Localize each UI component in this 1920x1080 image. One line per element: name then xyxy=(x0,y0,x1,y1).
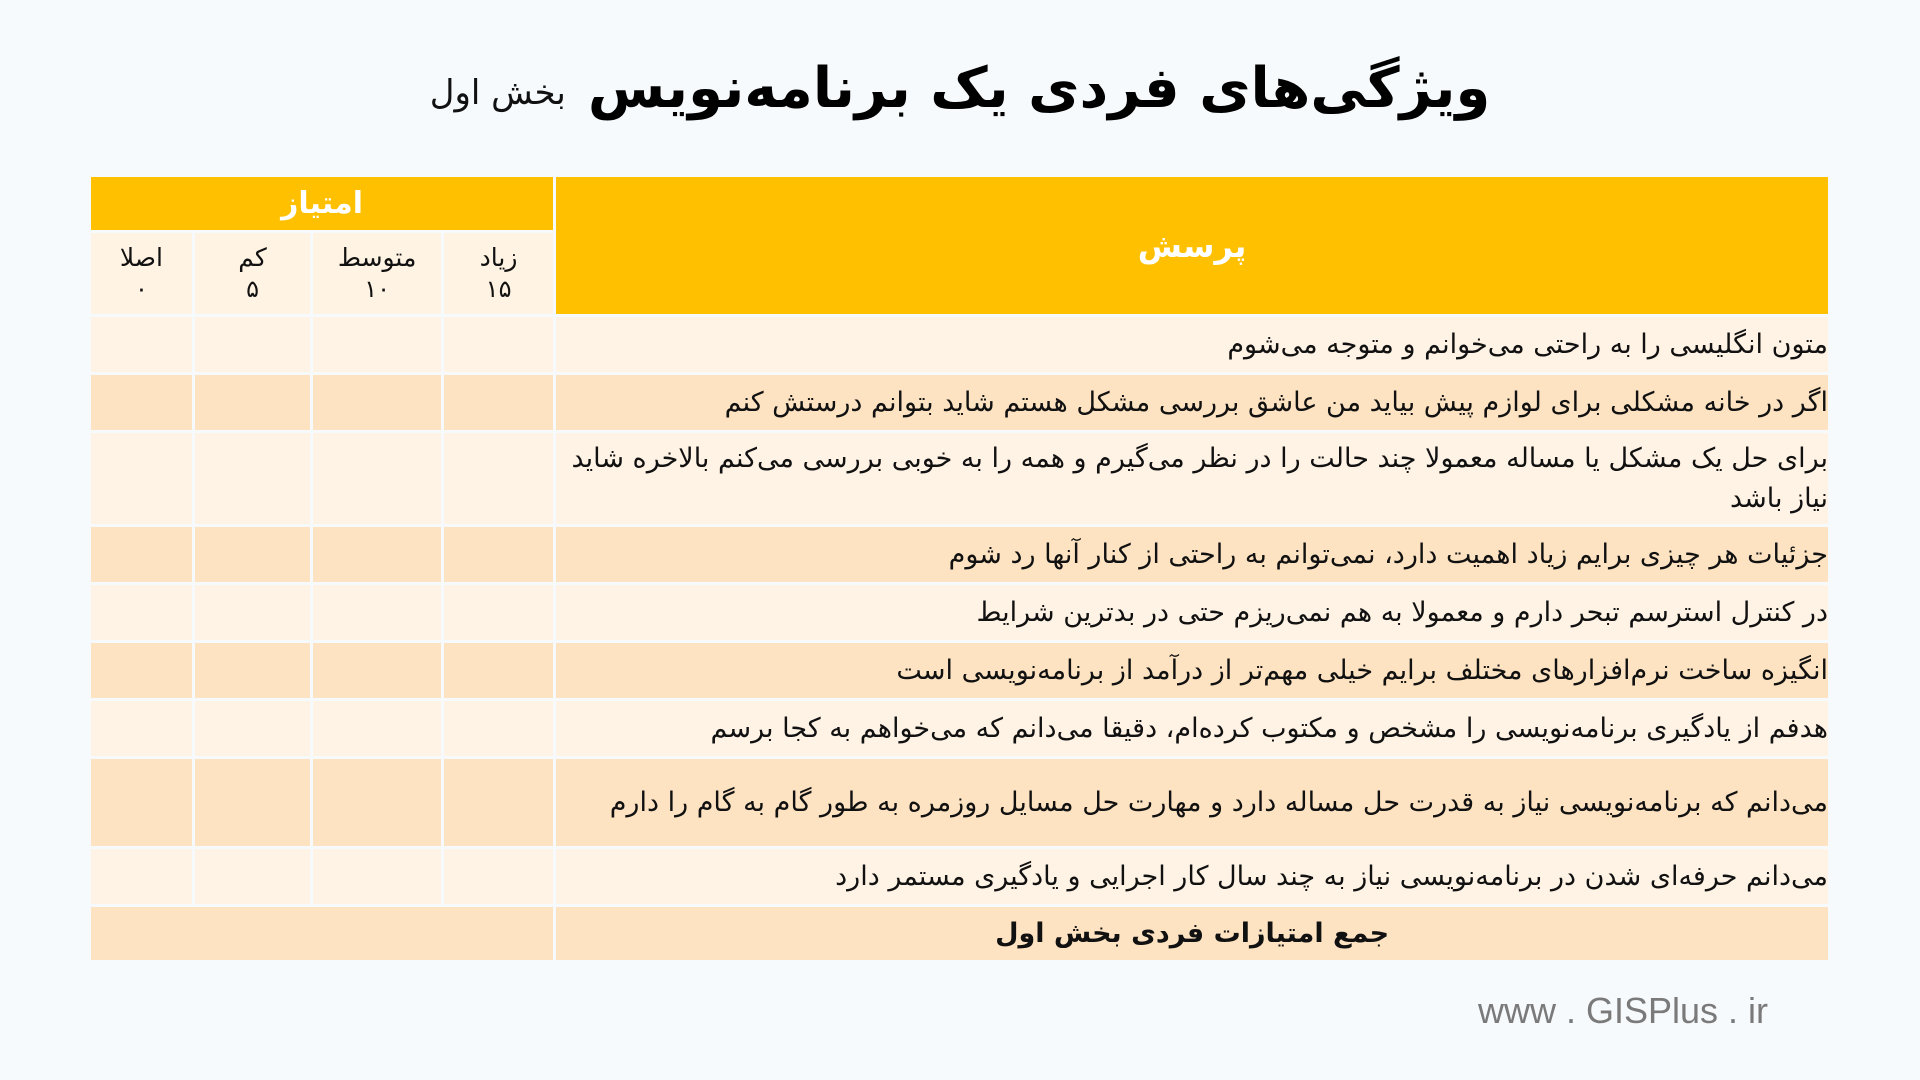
question-cell: انگیزه ساخت نرم‌افزارهای مختلف برایم خیلی مهم‌تر از درآمد از برنامه‌نویسی است xyxy=(555,642,1830,700)
questionnaire-table xyxy=(88,174,1831,963)
table-row xyxy=(90,758,1830,848)
score-cell[interactable] xyxy=(312,432,443,526)
question-cell: می‌دانم حرفه‌ای شدن در برنامه‌نویسی نیاز به چند سال کار اجرایی و یادگیری مستمر دارد xyxy=(555,848,1830,906)
score-cell[interactable] xyxy=(90,374,194,432)
score-column-label: متوسط xyxy=(337,242,417,272)
table-row xyxy=(90,316,1830,374)
table-row xyxy=(90,848,1830,906)
score-cell[interactable] xyxy=(90,584,194,642)
question-cell: می‌دانم که برنامه‌نویسی نیاز به قدرت حل مساله دارد و مهارت حل مسایل روزمره به طور گام به گام را دارم xyxy=(555,758,1830,848)
score-column-label: کم xyxy=(238,242,267,272)
table-row xyxy=(90,432,1830,526)
score-cell[interactable] xyxy=(443,374,555,432)
score-cell[interactable] xyxy=(443,758,555,848)
score-cell[interactable] xyxy=(443,584,555,642)
total-label: جمع امتیازات فردی بخش اول xyxy=(555,906,1830,962)
score-cell[interactable] xyxy=(193,584,311,642)
table-row xyxy=(90,700,1830,758)
score-cell[interactable] xyxy=(312,848,443,906)
score-cell[interactable] xyxy=(193,374,311,432)
score-cell[interactable] xyxy=(312,374,443,432)
score-column-value: ۱۰ xyxy=(364,275,390,304)
score-cell[interactable] xyxy=(193,758,311,848)
table-row xyxy=(90,584,1830,642)
score-cell[interactable] xyxy=(193,642,311,700)
score-cell[interactable] xyxy=(193,432,311,526)
score-cell[interactable] xyxy=(312,700,443,758)
score-cell[interactable] xyxy=(193,316,311,374)
score-column-value: ۰ xyxy=(134,275,148,304)
score-cell[interactable] xyxy=(443,848,555,906)
total-row xyxy=(90,906,1830,962)
question-cell: در کنترل استرسم تبحر دارم و معمولا به هم نمی‌ریزم حتی در بدترین شرایط xyxy=(555,584,1830,642)
table-row xyxy=(90,374,1830,432)
score-column-header xyxy=(312,232,443,316)
website-footer: www . GISPlus . ir xyxy=(1478,990,1769,1031)
header-row xyxy=(90,176,1830,232)
score-column-header xyxy=(193,232,311,316)
score-column-label: زیاد xyxy=(479,242,518,272)
question-cell: متون انگلیسی را به راحتی می‌خوانم و متوجه می‌شوم xyxy=(555,316,1830,374)
score-cell[interactable] xyxy=(90,432,194,526)
page-subtitle: بخش اول xyxy=(429,73,566,113)
question-cell: جزئیات هر چیزی برایم زیاد اهمیت دارد، نمی‌توانم به راحتی از کنار آنها رد شوم xyxy=(555,526,1830,584)
score-cell[interactable] xyxy=(90,848,194,906)
score-cell[interactable] xyxy=(193,700,311,758)
score-cell[interactable] xyxy=(443,642,555,700)
score-cell[interactable] xyxy=(443,432,555,526)
score-cell[interactable] xyxy=(312,584,443,642)
score-header: امتیاز xyxy=(90,176,555,232)
total-score-cell[interactable] xyxy=(90,906,555,962)
table-row xyxy=(90,526,1830,584)
score-cell[interactable] xyxy=(443,700,555,758)
score-cell[interactable] xyxy=(90,316,194,374)
score-cell[interactable] xyxy=(90,700,194,758)
score-cell[interactable] xyxy=(443,316,555,374)
score-cell[interactable] xyxy=(443,526,555,584)
question-cell: اگر در خانه مشکلی برای لوازم پیش بیاید من عاشق بررسی مشکل هستم شاید بتوانم درستش کنم xyxy=(555,374,1830,432)
page-title: ویژگی‌های فردی یک برنامه‌نویس xyxy=(587,55,1491,121)
score-cell[interactable] xyxy=(312,526,443,584)
score-column-label: اصلا xyxy=(119,242,163,272)
score-column-value: ۱۵ xyxy=(485,275,512,304)
score-cell[interactable] xyxy=(90,758,194,848)
score-cell[interactable] xyxy=(312,316,443,374)
score-cell[interactable] xyxy=(90,526,194,584)
score-cell[interactable] xyxy=(312,642,443,700)
question-cell: هدفم از یادگیری برنامه‌نویسی را مشخص و مکتوب کرده‌ام، دقیقا می‌دانم که می‌خواهم به کجا برسم xyxy=(555,700,1830,758)
question-cell: برای حل یک مشکل یا مساله معمولا چند حالت را در نظر می‌گیرم و همه را به خوبی بررسی می‌کنم بالاخره شاید نیاز باشد xyxy=(555,432,1830,526)
score-column-header xyxy=(443,232,555,316)
table-row xyxy=(90,642,1830,700)
score-cell[interactable] xyxy=(312,758,443,848)
score-cell[interactable] xyxy=(193,526,311,584)
page-title-area xyxy=(0,38,1920,138)
score-cell[interactable] xyxy=(90,642,194,700)
score-cell[interactable] xyxy=(193,848,311,906)
score-column-value: ۵ xyxy=(246,275,259,304)
score-column-header xyxy=(90,232,194,316)
question-header: پرسش xyxy=(555,176,1830,316)
